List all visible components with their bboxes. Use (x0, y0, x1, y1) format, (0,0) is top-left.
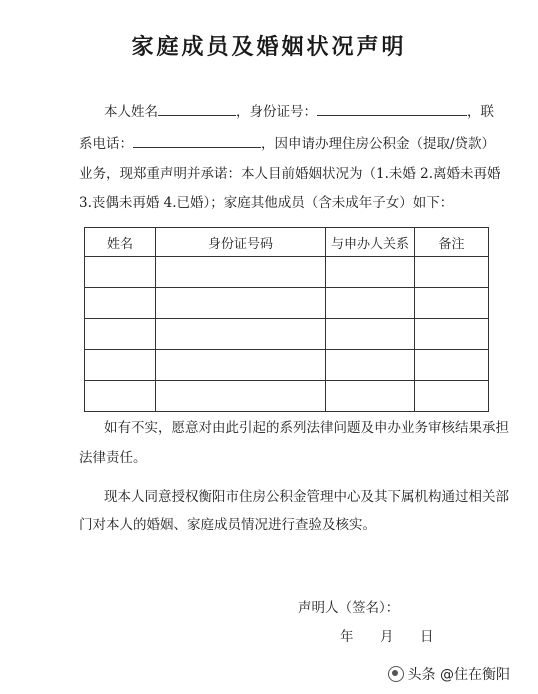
table-cell (85, 257, 156, 288)
table-cell (156, 319, 326, 350)
table-cell (326, 350, 415, 381)
toutiao-logo-icon (388, 666, 404, 682)
header-name: 姓名 (85, 228, 156, 257)
table-header-row (85, 228, 489, 257)
header-id-number: 身份证号码 (156, 228, 326, 257)
liability-line-2: 法律责任。 (79, 450, 147, 466)
table-cell (415, 257, 489, 288)
declaration-line-2 (79, 133, 495, 154)
table-row (85, 381, 489, 412)
table-cell (85, 319, 156, 350)
table-cell (85, 381, 156, 412)
date-day-label: 日 (420, 629, 434, 645)
table-cell (85, 350, 156, 381)
signature-label: 声明人（签名）： (298, 600, 400, 616)
header-remarks: 备注 (415, 228, 489, 257)
table-row (85, 257, 489, 288)
watermark-text: 头条 @住在衡阳 (407, 667, 510, 683)
authorization-line-2: 门对本人的婚姻、家庭成员情况进行查验及核实。 (79, 517, 376, 533)
declaration-line-1 (104, 101, 494, 122)
contact-label-start: ，联 (467, 104, 494, 120)
id-label: ，身份证号： (236, 104, 317, 120)
document-title: 家庭成员及婚姻状况声明 (131, 34, 407, 60)
name-label: 本人姓名 (104, 104, 158, 120)
table-cell (156, 381, 326, 412)
family-members-table (84, 227, 489, 412)
table-cell (415, 350, 489, 381)
table-cell (156, 350, 326, 381)
date-month-label: 月 (380, 629, 394, 645)
table-cell (326, 288, 415, 319)
table-cell (326, 319, 415, 350)
id-blank (317, 101, 467, 116)
declaration-line-4: 3.丧偶未再婚 4.已婚）；家庭其他成员（含未成年子女）如下： (79, 195, 454, 211)
table-cell (85, 288, 156, 319)
phone-label: 系电话： (79, 136, 133, 152)
date-year-label: 年 (340, 629, 354, 645)
declaration-line-3: 业务，现郑重声明并承诺：本人目前婚姻状况为（1.未婚 2.离婚未再婚 (79, 166, 501, 182)
table-cell (156, 257, 326, 288)
table-row (85, 319, 489, 350)
name-blank (158, 101, 236, 116)
table-cell (415, 319, 489, 350)
phone-blank (133, 133, 261, 148)
table-cell (326, 257, 415, 288)
header-relation: 与申办人关系 (326, 228, 415, 257)
watermark (388, 664, 510, 684)
authorization-line-1: 现本人同意授权衡阳市住房公积金管理中心及其下属机构通过相关部 (104, 489, 509, 505)
liability-line-1: 如有不实，愿意对由此引起的系列法律问题及申办业务审核结果承担 (104, 420, 509, 436)
table-cell (415, 381, 489, 412)
table-row (85, 350, 489, 381)
table-cell (156, 288, 326, 319)
table-cell (326, 381, 415, 412)
table-cell (415, 288, 489, 319)
table-row (85, 288, 489, 319)
apply-text: ，因申请办理住房公积金（提取/贷款） (261, 136, 496, 152)
